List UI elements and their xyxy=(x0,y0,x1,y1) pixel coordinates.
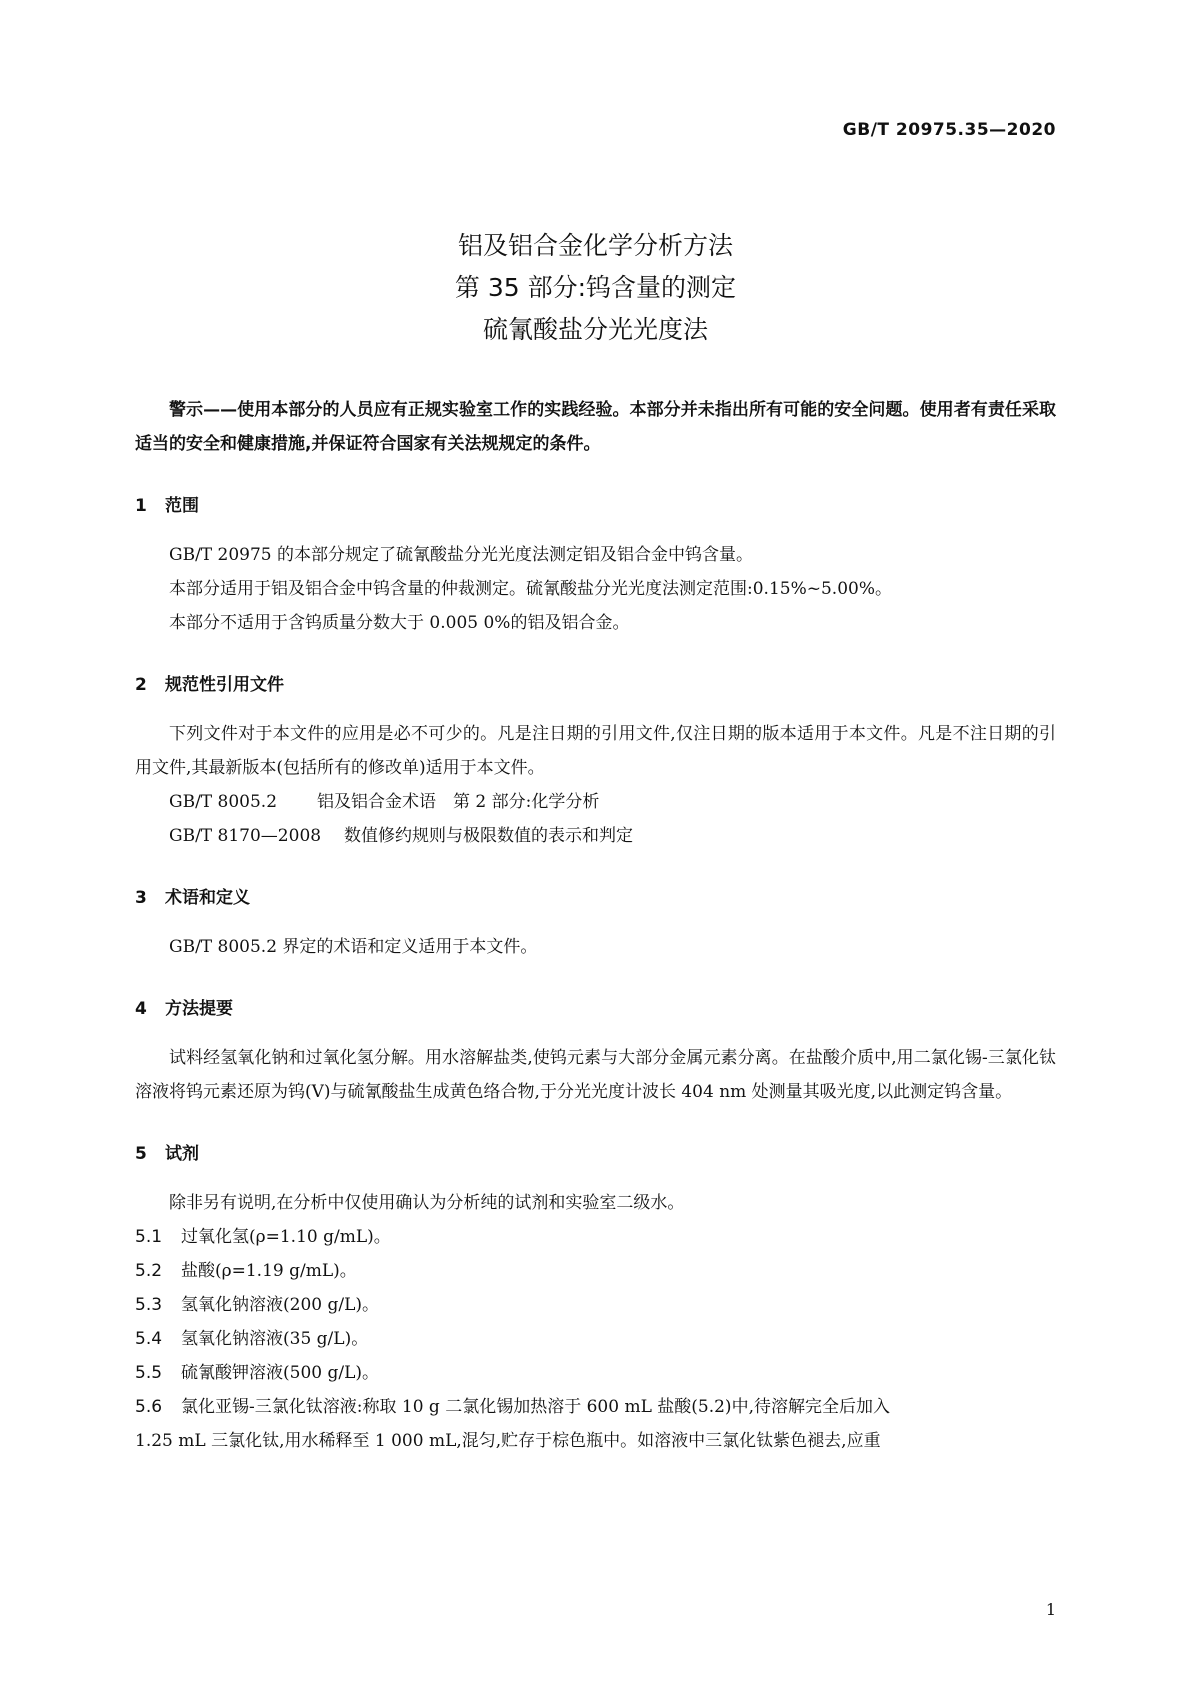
section-title: 术语和定义 xyxy=(165,888,250,908)
paragraph: GB/T 20975 的本部分规定了硫氰酸盐分光光度法测定铝及铝合金中钨含量。 xyxy=(169,545,754,565)
clause-text: 过氧化氢(ρ=1.10 g/mL)。 xyxy=(181,1227,391,1247)
clause-text: 盐酸(ρ=1.19 g/mL)。 xyxy=(181,1261,357,1281)
standard-number: GB/T 20975.35—2020 xyxy=(842,120,1056,140)
section-number: 1 xyxy=(135,496,147,516)
reference-code: GB/T 8005.2 xyxy=(169,792,278,812)
reagent-item xyxy=(135,1390,1056,1424)
document-title xyxy=(0,225,1191,351)
clause-number: 5.3 xyxy=(135,1295,163,1315)
section-heading-2 xyxy=(135,670,1056,695)
paragraph: GB/T 8005.2 界定的术语和定义适用于本文件。 xyxy=(169,937,538,957)
clause-number: 5.4 xyxy=(135,1329,163,1349)
section-heading-5 xyxy=(135,1139,1056,1164)
paragraph: 下列文件对于本文件的应用是必不可少的。凡是注日期的引用文件,仅注日期的版本适用于本文件。凡是不注日期的引用文件,其最新版本(包括所有的修改单)适用于本文件。 xyxy=(135,724,1056,778)
reference-item xyxy=(135,819,1056,853)
clause-text: 氯化亚锡-三氯化钛溶液:称取 10 g 二氯化锡加热溶于 600 mL 盐酸(5.2)中,待溶解完全后加入 xyxy=(181,1397,890,1417)
section-heading-3 xyxy=(135,883,1056,908)
paragraph: 试料经氢氧化钠和过氧化氢分解。用水溶解盐类,使钨元素与大部分金属元素分离。在盐酸介质中,用二氯化锡-三氯化钛溶液将钨元素还原为钨(V)与硫氰酸盐生成黄色络合物,于分光光度计波长 404 nm 处测量其吸光度,以此测定钨含量。 xyxy=(135,1048,1056,1102)
clause-number: 5.2 xyxy=(135,1261,163,1281)
reagent-item xyxy=(135,1322,1056,1356)
clause-number: 5.5 xyxy=(135,1363,163,1383)
paragraph: 本部分适用于铝及铝合金中钨含量的仲裁测定。硫氰酸盐分光光度法测定范围:0.15%~5.00%。 xyxy=(169,579,892,599)
page-number: 1 xyxy=(1045,1600,1056,1619)
reference-title: 铝及铝合金术语 第 2 部分:化学分析 xyxy=(317,792,600,812)
section-title: 范围 xyxy=(165,496,199,516)
section-heading-4 xyxy=(135,994,1056,1019)
paragraph: 除非另有说明,在分析中仅使用确认为分析纯的试剂和实验室二级水。 xyxy=(169,1193,685,1213)
clause-number: 5.6 xyxy=(135,1397,163,1417)
title-line-2: 第 35 部分:钨含量的测定 xyxy=(454,273,737,302)
clause-text: 氢氧化钠溶液(200 g/L)。 xyxy=(181,1295,380,1315)
reference-title: 数值修约规则与极限数值的表示和判定 xyxy=(344,826,633,846)
clause-text: 氢氧化钠溶液(35 g/L)。 xyxy=(181,1329,369,1349)
reagent-item xyxy=(135,1288,1056,1322)
section-number: 4 xyxy=(135,999,147,1019)
warning-paragraph: 警示——使用本部分的人员应有正规实验室工作的实践经验。本部分并未指出所有可能的安全问题。使用者有责任采取适当的安全和健康措施,并保证符合国家有关法规规定的条件。 xyxy=(135,400,1056,454)
clause-continuation: 1.25 mL 三氯化钛,用水稀释至 1 000 mL,混匀,贮存于棕色瓶中。如溶液中三氯化钛紫色褪去,应重 xyxy=(135,1431,881,1451)
reagent-item xyxy=(135,1254,1056,1288)
section-number: 5 xyxy=(135,1144,147,1164)
section-number: 2 xyxy=(135,675,147,695)
reagent-item xyxy=(135,1356,1056,1390)
reference-code: GB/T 8170—2008 xyxy=(169,826,322,846)
section-number: 3 xyxy=(135,888,147,908)
section-title: 方法提要 xyxy=(165,999,233,1019)
title-line-1: 铝及铝合金化学分析方法 xyxy=(457,231,733,260)
clause-number: 5.1 xyxy=(135,1227,163,1247)
title-line-3: 硫氰酸盐分光光度法 xyxy=(482,315,708,344)
section-title: 规范性引用文件 xyxy=(165,675,284,695)
document-body xyxy=(135,393,1056,1458)
reference-item xyxy=(135,785,1056,819)
paragraph: 本部分不适用于含钨质量分数大于 0.005 0%的铝及铝合金。 xyxy=(169,613,630,633)
section-heading-1 xyxy=(135,491,1056,516)
clause-text: 硫氰酸钾溶液(500 g/L)。 xyxy=(181,1363,380,1383)
section-title: 试剂 xyxy=(165,1144,199,1164)
reagent-item xyxy=(135,1220,1056,1254)
